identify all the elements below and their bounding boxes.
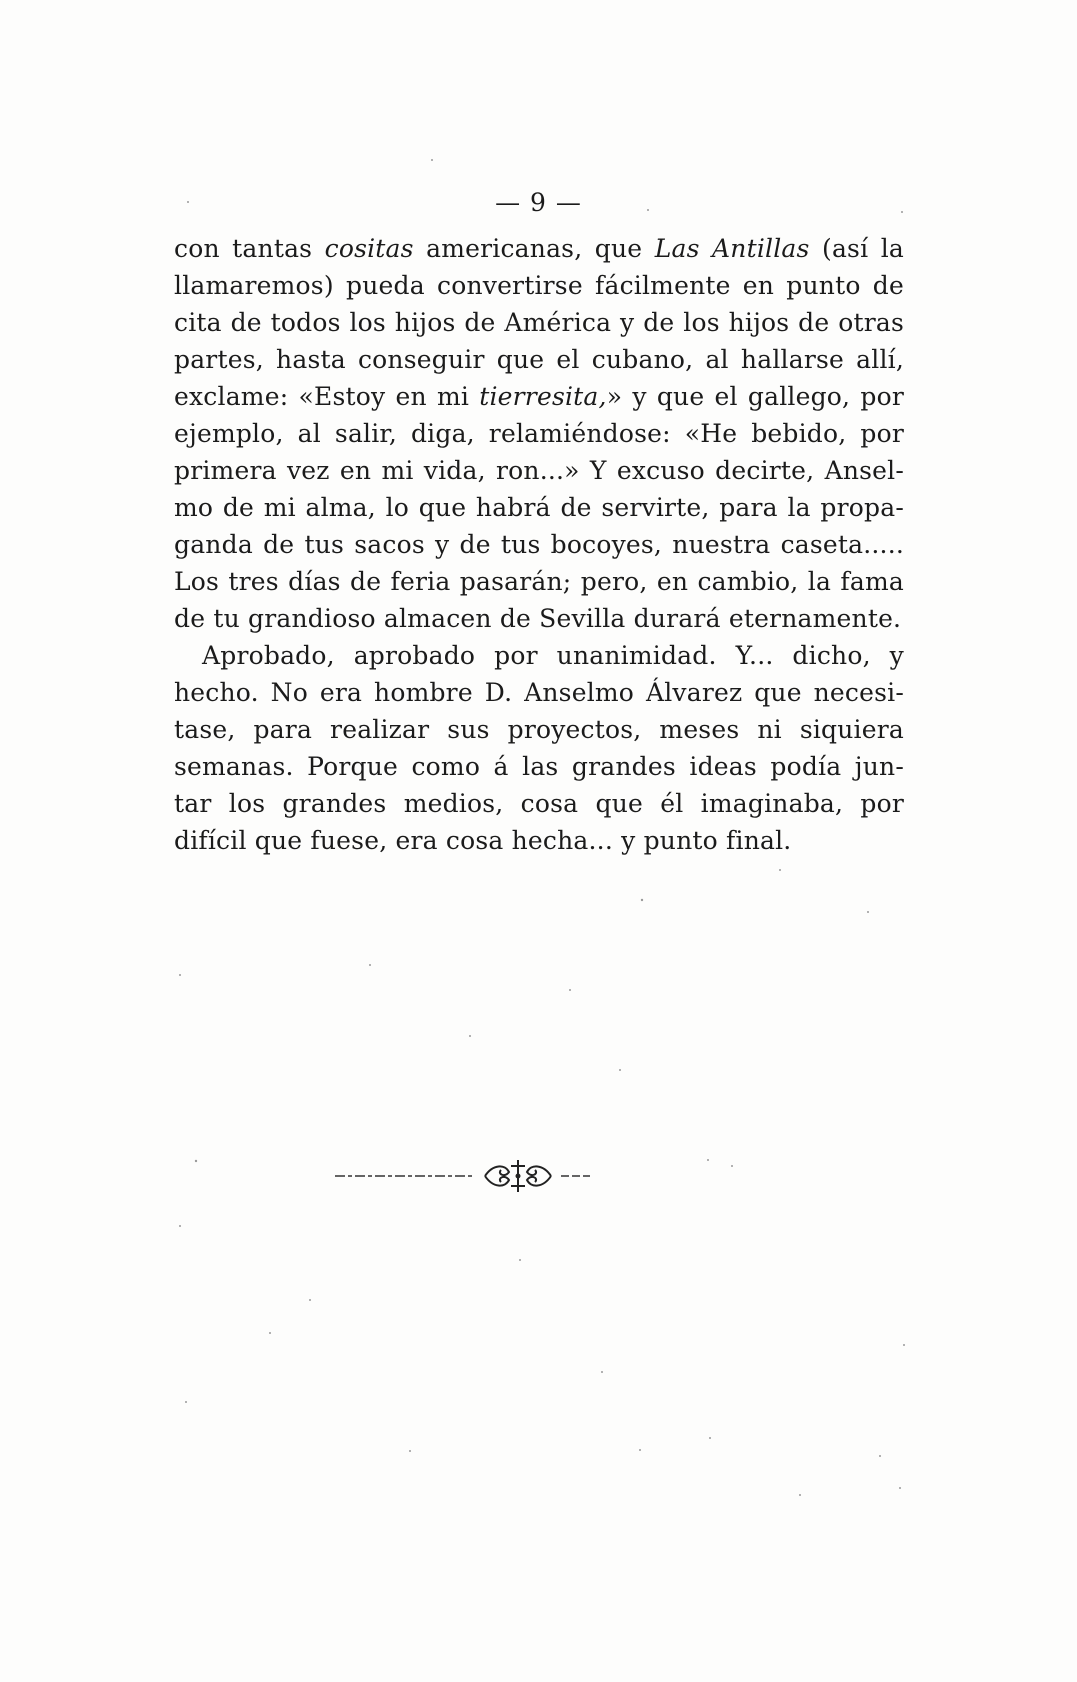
text-run: tar los grandes medios, cosa que él imaginaba, por bbox=[174, 789, 904, 818]
text-run: tase, para realizar sus proyectos, meses ni siquiera bbox=[174, 715, 904, 744]
text-line bbox=[174, 711, 904, 748]
text-line bbox=[174, 341, 904, 378]
text-line bbox=[174, 748, 904, 785]
text-line bbox=[174, 637, 904, 674]
fleuron-divider-icon bbox=[335, 1156, 735, 1196]
text-line bbox=[174, 415, 904, 452]
text-run: semanas. Porque como á las grandes ideas podía jun- bbox=[174, 752, 904, 781]
text-run: ejemplo, al salir, diga, relamiéndose: «He bebido, por bbox=[174, 419, 904, 448]
text-run: exclame: «Estoy en mi bbox=[174, 382, 480, 411]
text-run: con tantas bbox=[174, 234, 325, 263]
page-number: — 9 — bbox=[495, 188, 582, 217]
text-line bbox=[174, 674, 904, 711]
text-run: de tu grandioso almacen de Sevilla durará eternamente. bbox=[174, 604, 902, 633]
text-run: llamaremos) pueda convertirse fácilmente en punto de bbox=[174, 271, 904, 300]
text-line bbox=[174, 600, 904, 637]
text-run: (así la bbox=[809, 234, 904, 263]
paragraph-1 bbox=[174, 230, 904, 637]
paragraph-2 bbox=[174, 637, 904, 859]
text-run: Aprobado, aprobado por unanimidad. Y... dicho, y bbox=[202, 641, 904, 670]
text-line bbox=[174, 563, 904, 600]
text-run: hecho. No era hombre D. Anselmo Álvarez que necesi- bbox=[174, 678, 904, 707]
text-line bbox=[174, 304, 904, 341]
text-run: difícil que fuese, era cosa hecha... y punto final. bbox=[174, 826, 792, 855]
text-run: partes, hasta conseguir que el cubano, al hallarse allí, bbox=[174, 345, 904, 374]
body-text bbox=[174, 230, 904, 859]
text-line bbox=[174, 230, 904, 267]
text-run: americanas, que bbox=[413, 234, 655, 263]
italic-text: tierresita, bbox=[479, 382, 607, 411]
text-line bbox=[174, 267, 904, 304]
italic-text: Las Antillas bbox=[654, 234, 810, 263]
text-line bbox=[174, 378, 904, 415]
text-run: cita de todos los hijos de América y de los hijos de otras bbox=[174, 308, 904, 337]
text-run: Los tres días de feria pasarán; pero, en cambio, la fama bbox=[174, 567, 904, 596]
italic-text: cositas bbox=[324, 234, 414, 263]
text-run: primera vez en mi vida, ron...» Y excuso decirte, Ansel- bbox=[174, 456, 904, 485]
text-line bbox=[174, 526, 904, 563]
text-line bbox=[174, 489, 904, 526]
text-run: ganda de tus sacos y de tus bocoyes, nuestra caseta..... bbox=[174, 530, 904, 559]
text-line bbox=[174, 452, 904, 489]
text-run: » y que el gallego, por bbox=[606, 382, 904, 411]
text-line bbox=[174, 822, 904, 859]
text-run: mo de mi alma, lo que habrá de servirte, para la propa- bbox=[174, 493, 904, 522]
text-line bbox=[174, 785, 904, 822]
